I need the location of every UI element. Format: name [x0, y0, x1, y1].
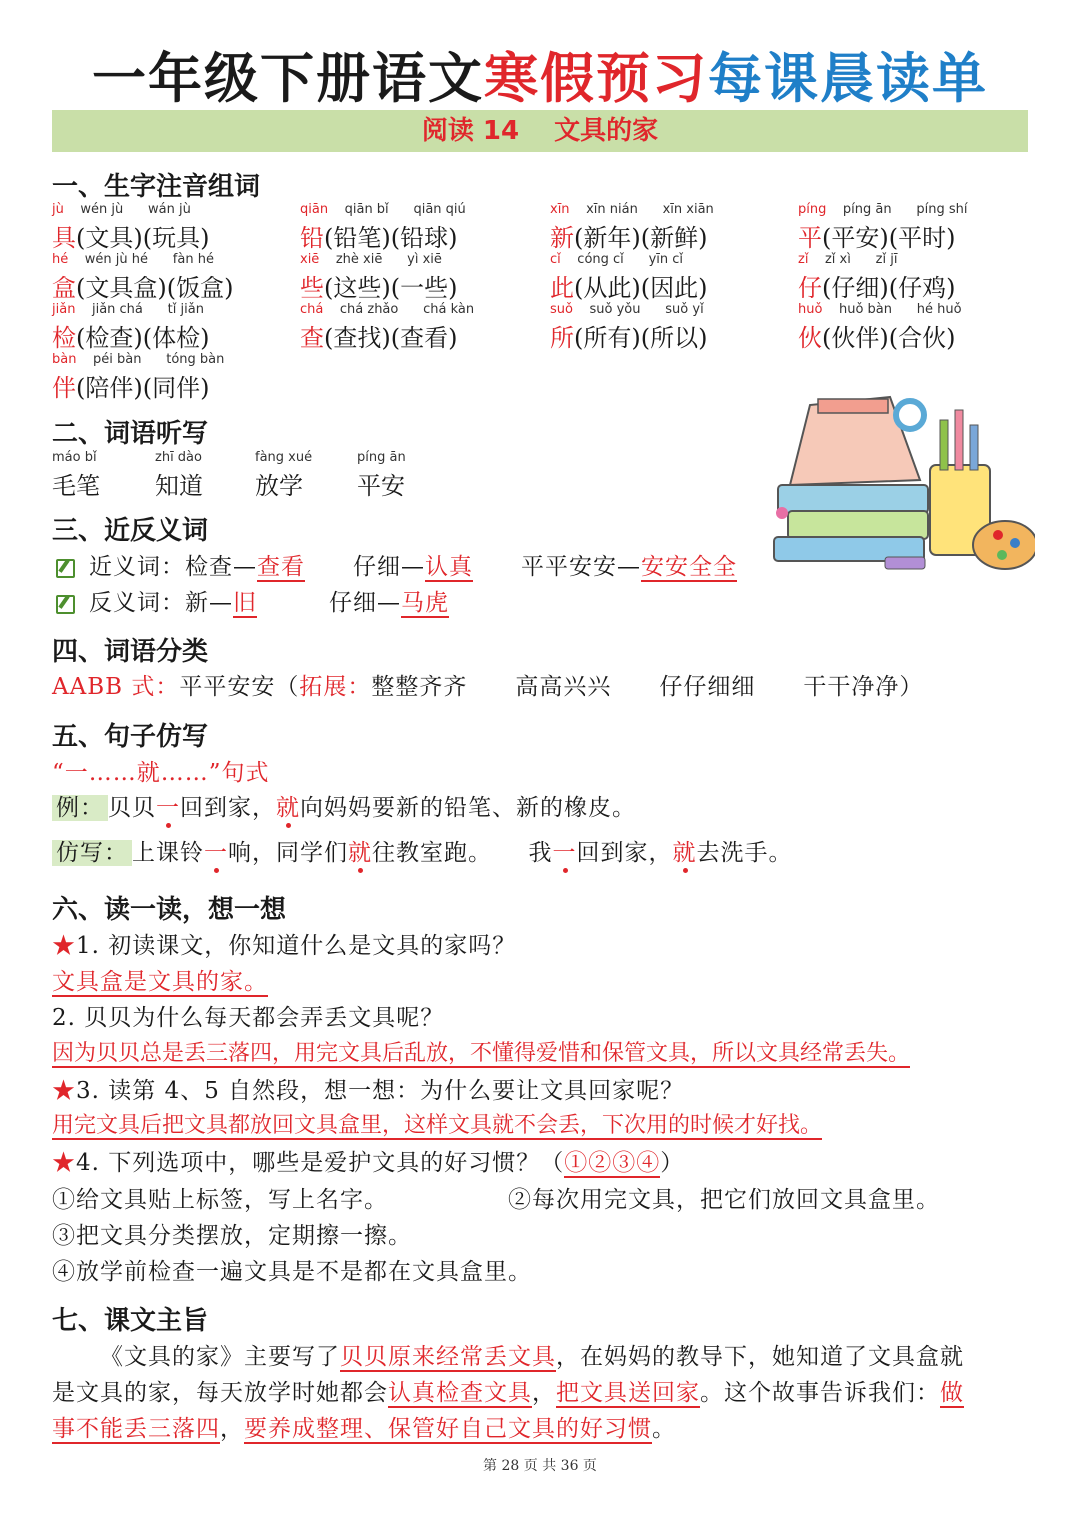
question-4: ★4. 下列选项中，哪些是爱护文具的好习惯？（①②③④） [52, 1150, 685, 1176]
title-part2: 寒假预习 [484, 47, 708, 115]
answer-1: 文具盒是文具的家。 [52, 969, 268, 995]
pinyin-line: huǒ huǒ bàn hé huǒ [798, 302, 962, 317]
aabb-line: AABB 式：平平安安（拓展：整整齐齐 高高兴兴 仔仔细细 干干净净） [52, 674, 924, 700]
answer-3: 用完文具后把文具都放回文具盒里，这样文具就不会丢，下次用的时候才好找。 [52, 1113, 823, 1138]
pinyin-line: xīn xīn nián xīn xiān [550, 202, 714, 217]
char-entry [300, 302, 474, 353]
char-entry [300, 202, 466, 253]
option-2: ②每次用完文具，把它们放回文具盒里。 [508, 1187, 940, 1213]
word-line: 仔(仔细)(仔鸡) [798, 274, 956, 302]
summary-line-1: 《文具的家》主要写了贝贝原来经常丢文具，在妈妈的教导下，她知道了文具盒就 [100, 1344, 964, 1370]
pinyin-line: chá chá zhǎo chá kàn [300, 302, 475, 317]
word-line: 具(文具)(玩具) [52, 224, 210, 252]
example-sentence: 例： 贝贝一回到家，就向妈妈要新的铅笔、新的橡皮。 [52, 789, 636, 822]
antonym-line: 反义词：新—旧 仔细—马虎 [56, 584, 449, 617]
question-2: 2. 贝贝为什么每天都会弄丢文具呢？ [52, 1005, 445, 1031]
pinyin-line: xiē zhè xiē yì xiē [300, 252, 442, 267]
char-entry [798, 302, 962, 353]
title-part3: 每课晨读单 [708, 47, 988, 110]
lesson-banner: 阅读 14 文具的家 [52, 110, 1028, 152]
word-line: 些(这些)(一些) [300, 274, 458, 302]
pinyin-line: bàn péi bàn tóng bàn [52, 352, 225, 367]
question-1: ★1. 初读课文，你知道什么是文具的家吗？ [52, 933, 517, 959]
pinyin-line: qiān qiān bǐ qiān qiú [300, 202, 466, 217]
word-line: 伙(伙伴)(合伙) [798, 324, 956, 352]
pattern-label: “一……就……”句式 [52, 760, 270, 786]
word-line: 检(检查)(体检) [52, 324, 210, 352]
page-footer: 第 28 页 共 36 页 [483, 1458, 597, 1474]
dictation-item: zhī dào 知道 [155, 450, 203, 500]
word-line: 铅(铅笔)(铅球) [300, 224, 458, 252]
section2-heading: 二、词语听写 [52, 419, 209, 449]
option-3: ③把文具分类摆放，定期擦一擦。 [52, 1223, 412, 1249]
note-icon [56, 595, 75, 614]
pinyin-line: jiǎn jiǎn chá tǐ jiǎn [52, 302, 204, 317]
section5-heading: 五、句子仿写 [52, 722, 209, 752]
char-entry [52, 252, 233, 303]
summary-line-2: 是文具的家，每天放学时她都会认真检查文具，把文具送回家。这个故事告诉我们：做 [52, 1380, 964, 1406]
synonym-line: 近义词：检查—查看 仔细—认真 平平安安—安安全全 [56, 548, 737, 581]
char-entry [300, 252, 457, 303]
page-title [0, 36, 1080, 113]
section6-heading: 六、读一读，想一想 [52, 895, 287, 925]
pinyin-line: cǐ cóng cǐ yīn cǐ [550, 252, 684, 267]
dictation-item: máo bǐ 毛笔 [52, 450, 100, 500]
section3-heading: 三、近反义词 [52, 516, 209, 546]
char-entry [52, 352, 224, 403]
word-line: 此(从此)(因此) [550, 274, 708, 302]
title-part1: 一年级下册语文 [92, 47, 484, 110]
word-line: 新(新年)(新鲜) [550, 224, 708, 252]
summary-line-3: 事不能丢三落四，要养成整理、保管好自己文具的好习惯。 [52, 1416, 676, 1442]
pinyin-line: zǐ zǐ xì zǐ jī [798, 252, 898, 267]
section1-heading: 一、生字注音组词 [52, 172, 261, 202]
answer-2: 因为贝贝总是丢三落四，用完文具后乱放，不懂得爱惜和保管文具，所以文具经常丢失。 [52, 1041, 911, 1066]
section4-heading: 四、词语分类 [52, 637, 209, 667]
char-entry [550, 302, 707, 353]
char-entry [798, 202, 968, 253]
word-line: 平(平安)(平时) [798, 224, 956, 252]
dictation-item: píng ān 平安 [357, 450, 406, 500]
char-entry [550, 252, 707, 303]
imitation-sentence: 仿写： 上课铃一响，同学们就往教室跑。 我一回到家，就去洗手。 [52, 834, 793, 867]
question-3: ★3. 读第 4、5 自然段，想一想：为什么要让文具回家呢？ [52, 1078, 685, 1104]
pinyin-line: hé wén jù hé fàn hé [52, 252, 214, 267]
word-line: 盒(文具盒)(饭盒) [52, 274, 234, 302]
char-entry [550, 202, 714, 253]
word-line: 伴(陪伴)(同伴) [52, 374, 210, 402]
section7-heading: 七、课文主旨 [52, 1306, 209, 1336]
char-entry [798, 252, 955, 303]
note-icon [56, 559, 75, 578]
pinyin-line: píng píng ān píng shí [798, 202, 968, 217]
word-line: 查(查找)(查看) [300, 324, 458, 352]
stationery-illustration [770, 385, 1035, 585]
word-line: 所(所有)(所以) [550, 324, 708, 352]
option-4: ④放学前检查一遍文具是不是都在文具盒里。 [52, 1259, 532, 1285]
char-entry [52, 302, 209, 353]
char-entry [52, 202, 209, 253]
option-1: ①给文具贴上标签，写上名字。 [52, 1187, 388, 1213]
pinyin-line: suǒ suǒ yǒu suǒ yǐ [550, 302, 704, 317]
pinyin-line: jù wén jù wán jù [52, 202, 191, 217]
dictation-item: fàng xué 放学 [255, 450, 313, 500]
